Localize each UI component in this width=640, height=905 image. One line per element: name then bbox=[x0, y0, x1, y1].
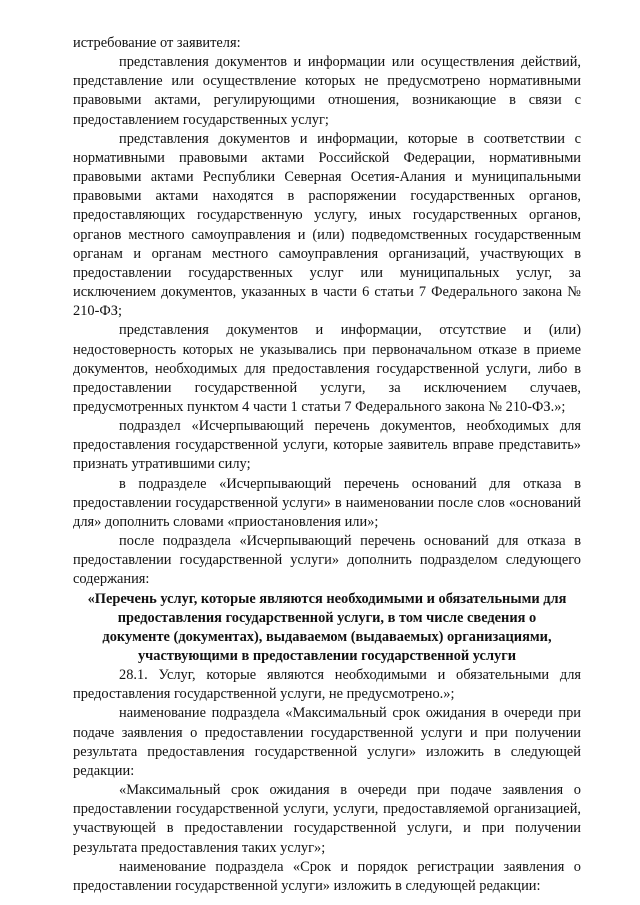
paragraph-4: подраздел «Исчерпывающий перечень документов, необходимых для предоставления государственной услуги, которые заявитель вправе представить» признать утратившими силу; bbox=[73, 418, 581, 473]
document-page bbox=[73, 34, 581, 896]
paragraph-1: представления документов и информации или осуществления действий, представление или осуществление которых не предусмотрено нормативными правовыми актами, регулирующими отношения, возникающие в связи с предоставлением государственных услуг; bbox=[73, 54, 581, 128]
paragraph-8: наименование подраздела «Максимальный срок ожидания в очереди при подаче заявления о предоставлении государственной услуги и при получении результата предоставления государственной услуги» изложить в следующей редакции: bbox=[73, 705, 581, 779]
paragraph-3: представления документов и информации, отсутствие и (или) недостоверность которых не указывались при первоначальном отказе в приеме документов, необходимых для предоставления государственной услуги, либо в предоставлении государственной услуги, за исключением случаев, предусмотренных пунктом 4 части 1 статьи 7 Федерального закона № 210-ФЗ.»; bbox=[73, 322, 581, 415]
paragraph-2: представления документов и информации, которые в соответствии с нормативными правовыми актами Российской Федерации, нормативными правовыми актами Республики Северная Осетия-Алания и муниципальными правовыми актами находятся в распоряжении государственных органов, предоставляющих государственную услугу, иных государственных органов, органов местного самоуправления и (или) подведомственных государственным органам и органам местного самоуправления организаций, участвующих в предоставлении государственных услуг или муниципальных услуг, за исключением документов, указанных в части 6 статьи 7 Федерального закона № 210-ФЗ; bbox=[73, 130, 581, 320]
paragraph-6: после подраздела «Исчерпывающий перечень оснований для отказа в предоставлении государственной услуги» дополнить подразделом следующего содержания: bbox=[73, 533, 581, 588]
paragraph-10: наименование подраздела «Срок и порядок регистрации заявления о предоставлении государственной услуги» изложить в следующей редакции: bbox=[73, 858, 581, 894]
paragraph-9: «Максимальный срок ожидания в очереди при подаче заявления о предоставлении государственной услуги, услуги, предоставляемой организацией, участвующей в предоставлении государственной услуги, и при получении результата предоставления таких услуг»; bbox=[73, 782, 581, 856]
paragraph-0: истребование от заявителя: bbox=[73, 35, 241, 51]
paragraph-7: 28.1. Услуг, которые являются необходимыми и обязательными для предоставления государственной услуги, не предусмотрено.»; bbox=[73, 667, 581, 703]
section-heading: «Перечень услуг, которые являются необходимыми и обязательными для предоставления государственной услуги, в том числе сведения о документе (документах), выдаваемом (выдаваемых) организациями, участвующими в предоставлении государственной услуги bbox=[87, 590, 567, 664]
paragraph-5: в подразделе «Исчерпывающий перечень оснований для отказа в предоставлении государственной услуги» в наименовании после слов «оснований для» дополнить словами «приостановления или»; bbox=[73, 475, 581, 530]
